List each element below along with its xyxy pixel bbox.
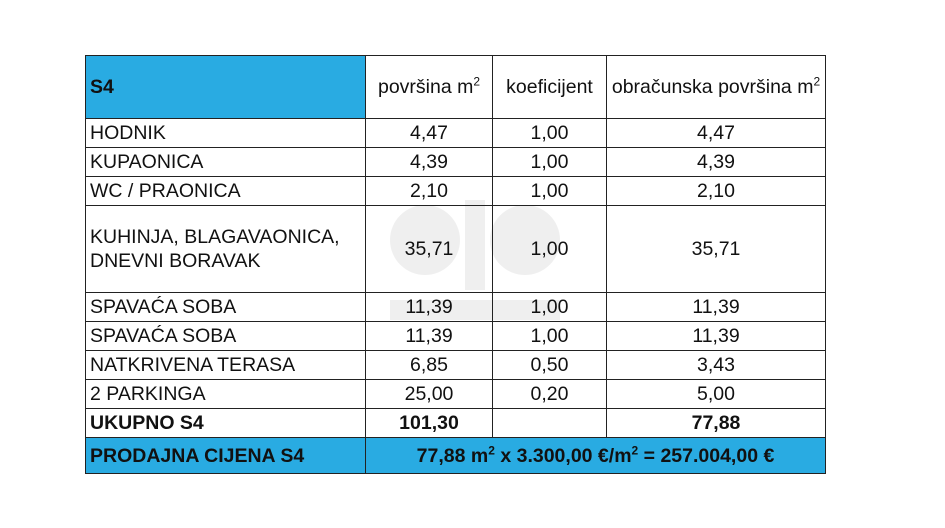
price-formula: 77,88 $m^2$ x 3.300,00 $€/m^2 = 257.004,00$ € <box>366 438 826 474</box>
room-calc: 4,39 <box>607 148 826 177</box>
room-area: 4,47 <box>366 119 493 148</box>
table-row <box>86 177 826 206</box>
room-name: SPAVAĆA SOBA <box>86 293 366 322</box>
room-calc: 2,10 <box>607 177 826 206</box>
room-coef: 0,50 <box>493 351 607 380</box>
table-row <box>86 322 826 351</box>
room-name: 2 PARKINGA <box>86 380 366 409</box>
room-name: KUHINJA, BLAGAVAONICA, DNEVNI BORAVAK <box>86 206 366 293</box>
total-coef <box>493 409 607 438</box>
room-coef: 0,20 <box>493 380 607 409</box>
unit-code: S4 <box>86 56 366 119</box>
room-area: 4,39 <box>366 148 493 177</box>
room-area: 11,39 <box>366 322 493 351</box>
room-calc: 11,39 <box>607 293 826 322</box>
room-coef: 1,00 <box>493 293 607 322</box>
room-coef: 1,00 <box>493 177 607 206</box>
room-coef: 1,00 <box>493 119 607 148</box>
room-name: KUPAONICA <box>86 148 366 177</box>
room-area: 6,85 <box>366 351 493 380</box>
room-name: NATKRIVENA TERASA <box>86 351 366 380</box>
price-label: PRODAJNA CIJENA S4 <box>86 438 366 474</box>
room-calc: 4,47 <box>607 119 826 148</box>
area-table <box>85 55 826 474</box>
total-area: 101,30 <box>366 409 493 438</box>
room-area: 2,10 <box>366 177 493 206</box>
table-row <box>86 351 826 380</box>
col-coef-header: koeficijent <box>493 56 607 119</box>
total-calc: 77,88 <box>607 409 826 438</box>
room-name: WC / PRAONICA <box>86 177 366 206</box>
table-row <box>86 148 826 177</box>
table-row <box>86 293 826 322</box>
table-row <box>86 380 826 409</box>
room-calc: 5,00 <box>607 380 826 409</box>
table-row <box>86 206 826 293</box>
room-calc: 35,71 <box>607 206 826 293</box>
table-row <box>86 119 826 148</box>
room-area: 11,39 <box>366 293 493 322</box>
header-row <box>86 56 826 119</box>
col-calc-header: obračunska površina $m^2$ <box>607 56 826 119</box>
total-row <box>86 409 826 438</box>
room-name: SPAVAĆA SOBA <box>86 322 366 351</box>
room-coef: 1,00 <box>493 148 607 177</box>
room-calc: 11,39 <box>607 322 826 351</box>
room-coef: 1,00 <box>493 322 607 351</box>
price-row <box>86 438 826 474</box>
room-area: 35,71 <box>366 206 493 293</box>
room-name: HODNIK <box>86 119 366 148</box>
total-label: UKUPNO S4 <box>86 409 366 438</box>
room-coef: 1,00 <box>493 206 607 293</box>
room-area: 25,00 <box>366 380 493 409</box>
room-calc: 3,43 <box>607 351 826 380</box>
col-area-header: površina $m^2$ <box>366 56 493 119</box>
